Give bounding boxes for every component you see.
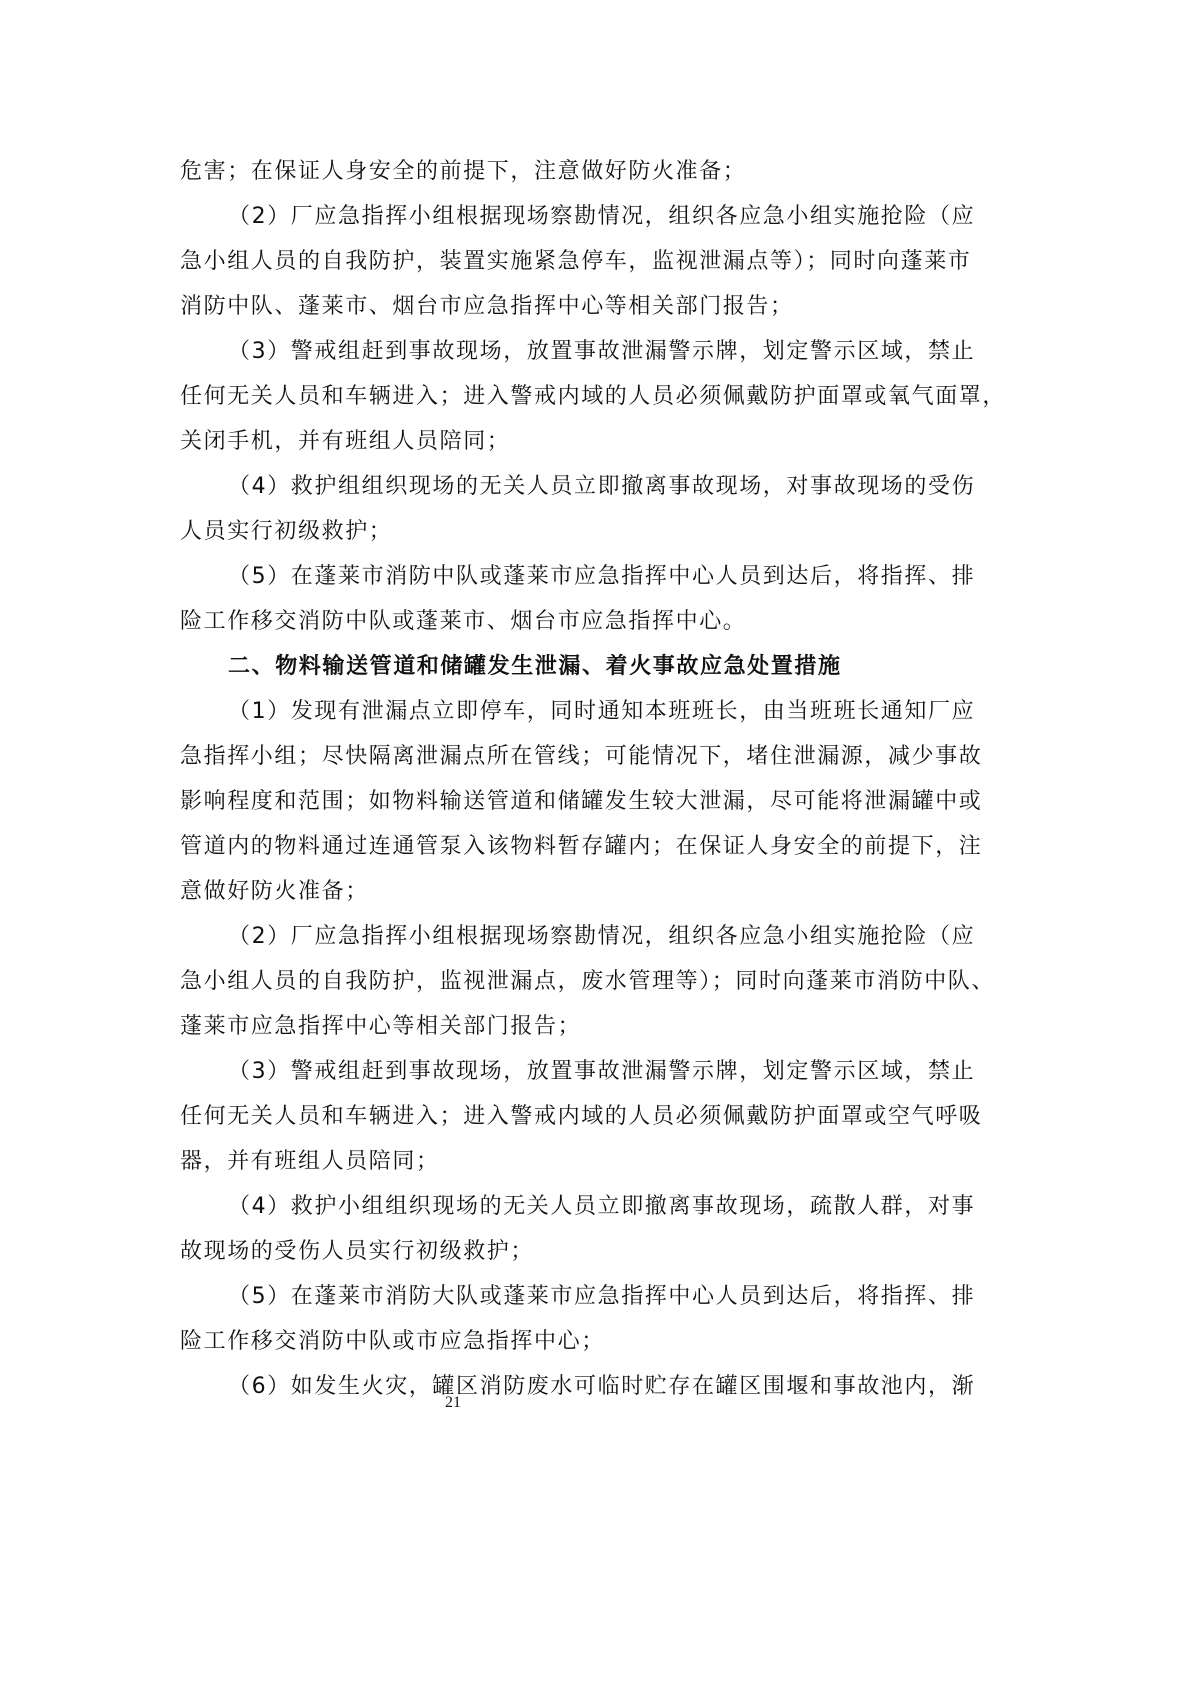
list-item: （5）在蓬莱市消防中队或蓬莱市应急指挥中心人员到达后，将指挥、排 xyxy=(228,564,976,589)
text-line: 器，并有班组人员陪同； xyxy=(180,1149,440,1174)
text-line: 消防中队、蓬莱市、烟台市应急指挥中心等相关部门报告； xyxy=(180,294,794,319)
text-line: 任何无关人员和车辆进入；进入警戒内域的人员必须佩戴防护面罩或空气呼吸 xyxy=(180,1104,983,1129)
text-line: 急指挥小组；尽快隔离泄漏点所在管线；可能情况下，堵住泄漏源，减少事故 xyxy=(180,744,983,769)
text-line: 人员实行初级救护； xyxy=(180,519,393,544)
text-line: 险工作移交消防中队或市应急指挥中心； xyxy=(180,1329,605,1354)
text-line: 影响程度和范围；如物料输送管道和储罐发生较大泄漏，尽可能将泄漏罐中或 xyxy=(180,789,983,814)
list-item: （4）救护组组织现场的无关人员立即撤离事故现场，对事故现场的受伤 xyxy=(228,474,976,499)
list-item: （3）警戒组赶到事故现场，放置事故泄漏警示牌，划定警示区域，禁止 xyxy=(228,1059,976,1084)
text-line: 意做好防火准备； xyxy=(180,879,369,904)
list-item: （1）发现有泄漏点立即停车，同时通知本班班长，由当班班长通知厂应 xyxy=(228,699,976,724)
section-heading: 二、物料输送管道和储罐发生泄漏、着火事故应急处置措施 xyxy=(228,654,842,679)
text-line: 危害；在保证人身安全的前提下，注意做好防火准备； xyxy=(180,159,747,184)
text-line: 管道内的物料通过连通管泵入该物料暂存罐内；在保证人身安全的前提下，注 xyxy=(180,834,983,859)
list-item: （4）救护小组组织现场的无关人员立即撤离事故现场，疏散人群，对事 xyxy=(228,1194,976,1219)
text-line: 急小组人员的自我防护，监视泄漏点，废水管理等）；同时向蓬莱市消防中队、 xyxy=(180,969,996,994)
text-line: 险工作移交消防中队或蓬莱市、烟台市应急指挥中心。 xyxy=(180,609,747,634)
text-line: 任何无关人员和车辆进入；进入警戒内域的人员必须佩戴防护面罩或氧气面罩， xyxy=(180,384,1007,409)
list-item: （3）警戒组赶到事故现场，放置事故泄漏警示牌，划定警示区域，禁止 xyxy=(228,339,976,364)
text-line: 蓬莱市应急指挥中心等相关部门报告； xyxy=(180,1014,582,1039)
text-line: 故现场的受伤人员实行初级救护； xyxy=(180,1239,535,1264)
text-line: 关闭手机，并有班组人员陪同； xyxy=(180,429,511,454)
list-item: （6）如发生火灾，罐区消防废水可临时贮存在罐区围堰和事故池内，渐 xyxy=(228,1374,976,1399)
list-item: （2）厂应急指挥小组根据现场察勘情况，组织各应急小组实施抢险（应 xyxy=(228,204,976,229)
page-number: 21 xyxy=(445,1394,461,1411)
list-item: （2）厂应急指挥小组根据现场察勘情况，组织各应急小组实施抢险（应 xyxy=(228,924,976,949)
list-item: （5）在蓬莱市消防大队或蓬莱市应急指挥中心人员到达后，将指挥、排 xyxy=(228,1284,976,1309)
text-line: 急小组人员的自我防护，装置实施紧急停车，监视泄漏点等）；同时向蓬莱市 xyxy=(180,249,972,274)
